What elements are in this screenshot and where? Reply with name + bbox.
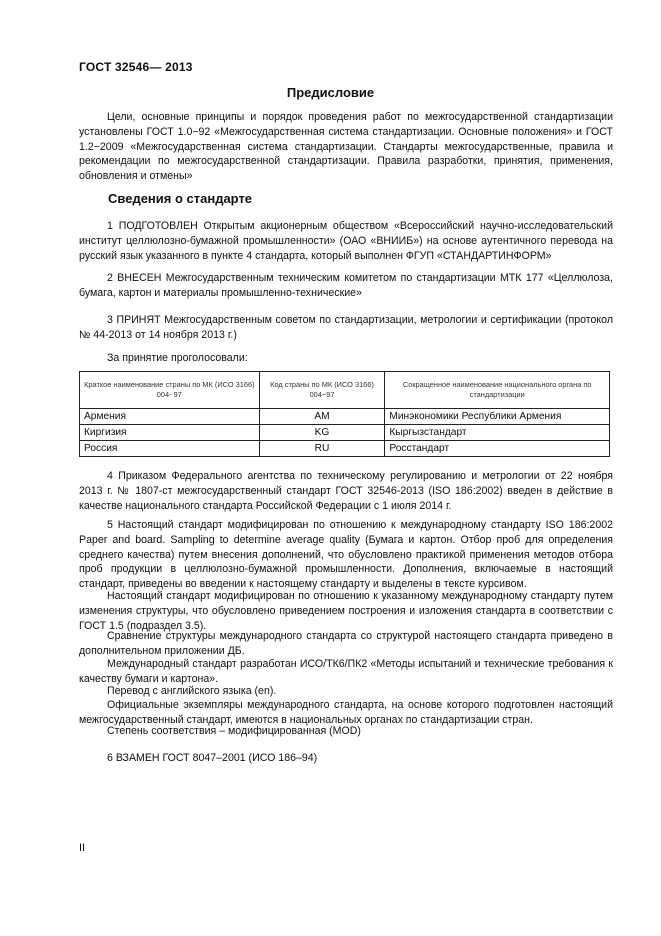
preface-paragraph: Цели, основные принципы и порядок проведения работ по межгосударственной стандартизации установлены ГОСТ 1.0−92 «Межгосударственная система стандартизации. Основные положения» и ГОСТ 1.2−2009 «Межгосударственная система стандартизации. Стандарты межгосударственные, правила и рекомендации по межгосударственной стандартизации. Правила разработки, принятия, применения, обновления и отмены» (79, 111, 613, 183)
table-cell: Росстандарт (385, 441, 610, 457)
table-cell: Армения (80, 409, 260, 425)
table-row (80, 441, 610, 457)
page-title: Предисловие (286, 85, 375, 100)
item-2-paragraph: 2 ВНЕСЕН Межгосударственным техническим комитетом по стандартизации МТК 177 «Целлюлоза, бумага, картон и материалы промышленно-технические» (79, 272, 613, 299)
item-5-paragraph-4: Международный стандарт разработан ИСО/ТК6/ПК2 «Методы испытаний и технические требования к качеству бумаги и картона». (79, 658, 613, 685)
item-5-paragraph-5: Перевод с английского языка (en). (107, 685, 277, 697)
table-cell: RU (259, 441, 385, 457)
item-5-paragraph-7: Степень соответствия – модифицированная (MOD) (107, 725, 361, 737)
table-cell: Россия (80, 441, 260, 457)
voting-table (79, 371, 610, 457)
table-cell: KG (259, 425, 385, 441)
item-5-paragraph: 5 Настоящий стандарт модифицирован по отношению к международному стандарту ISO 186:2002 Paper and board. Sampling to determine average quality (Бумага и картон. Отбор проб для определения среднего качества) путем внесения дополнений, что обусловлено практикой применения методов отбора проб продукции в целлюлозно-бумажной промышленности. Дополнения, включаемые в настоящий стандарт, приведены во введении к настоящему стандарту и выделены в тексте курсивом. (79, 519, 613, 591)
table-header-cell: Код страны по МК (ИСО 3166) 004−97 (259, 372, 385, 409)
item-5-paragraph-2: Настоящий стандарт модифицирован по отношению к указанному международному стандарту путем изменения структуры, что обусловлено приведением построения и изложения стандарта в соответствии с ГОСТ 1.5 (подраздел 3.5). (79, 590, 613, 632)
item-1-paragraph: 1 ПОДГОТОВЛЕН Открытым акционерным обществом «Всероссийский научно-исследовательский институт целлюлозно-бумажной промышленности» (ОАО «ВНИИБ») на основе аутентичного перевода на русский язык указанного в пункте 4 стандарта, который выполнен ФГУП «СТАНДАРТИНФОРМ» (79, 220, 613, 262)
table-cell: Минэкономики Республики Армения (385, 409, 610, 425)
item-4-paragraph: 4 Приказом Федерального агентства по техническому регулированию и метрологии от 22 ноября 2013 г. № 1807-ст межгосударственный стандарт ГОСТ 32546-2013 (ISO 186:2002) введен в действие в качестве национального стандарта Российской Федерации с 1 июля 2014 г. (79, 470, 613, 512)
item-6-paragraph: 6 ВЗАМЕН ГОСТ 8047–2001 (ИСО 186–94) (107, 752, 318, 764)
table-row (80, 409, 610, 425)
item-3-paragraph: 3 ПРИНЯТ Межгосударственным советом по стандартизации, метрологии и сертификации (протокол № 44-2013 от 14 ноября 2013 г.) (79, 314, 613, 341)
document-header: ГОСТ 32546— 2013 (79, 60, 193, 74)
table-row (80, 425, 610, 441)
section-subtitle: Сведения о стандарте (108, 191, 253, 206)
table-cell: Киргизия (80, 425, 260, 441)
table-cell: AM (259, 409, 385, 425)
table-header-cell: Краткое наименование страны по МК (ИСО 3166) 004- 97 (80, 372, 260, 409)
table-header-cell: Сокращенное наименование национального органа по стандартизации (385, 372, 610, 409)
item-5-paragraph-6: Официальные экземпляры международного стандарта, на основе которого подготовлен настоящий межгосударственный стандарт, имеются в национальных органах по стандартизации стран. (79, 699, 613, 726)
vote-intro: За принятие проголосовали: (107, 352, 248, 364)
table-header-row (80, 372, 610, 409)
item-5-paragraph-3: Сравнение структуры международного стандарта со структурой настоящего стандарта приведено в дополнительном приложении ДБ. (79, 630, 613, 657)
page-number: II (79, 842, 86, 854)
table-cell: Кыргызстандарт (385, 425, 610, 441)
